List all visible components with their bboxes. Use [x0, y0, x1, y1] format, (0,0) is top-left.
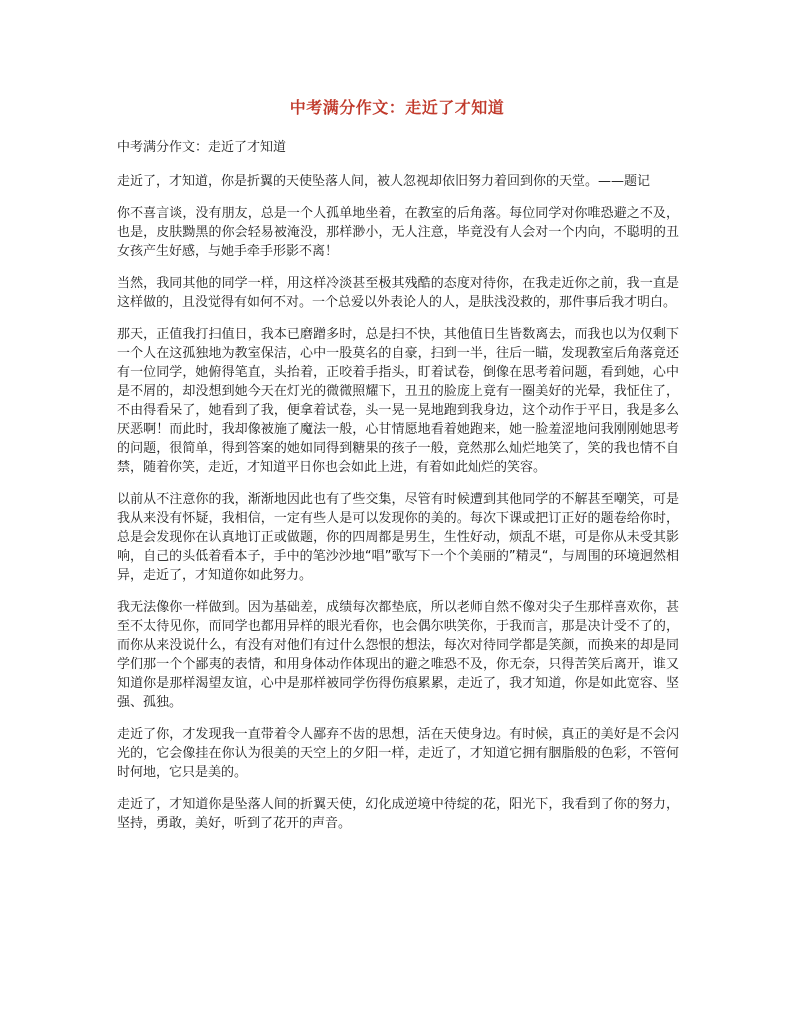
paragraph: 走近了你，才发现我一直带着令人鄙弃不齿的思想，活在天使身边。有时候，真正的美好是不会闪光的，它会像挂在你认为很美的天空上的夕阳一样，走近了，才知道它拥有胭脂般的色彩，不管何时何地，它只是美的。	[117, 727, 679, 780]
paragraph-conclusion: 走近了，才知道你是坠落人间的折翼天使，幻化成逆境中待绽的花，阳光下，我看到了你的努力，坚持，勇敢，美好，听到了花开的声音。	[117, 797, 679, 831]
document-title: 中考满分作文：走近了才知道	[289, 98, 505, 117]
document-subtitle: 中考满分作文：走近了才知道	[117, 140, 287, 155]
paragraph-epigraph: 走近了，才知道，你是折翼的天使坠落人间，被人忽视却依旧努力着回到你的天堂。——题记	[117, 174, 651, 189]
document-body	[117, 138, 679, 846]
paragraph: 我无法像你一样做到。因为基础差，成绩每次都垫底，所以老师自然不像对尖子生那样喜欢你，甚至不太待见你，而同学也都用异样的眼光看你，也会偶尔哄笑你，于我而言，那是决计受不了的，而你从来没说什么，有没有对他们有过什么怨恨的想法，每次对待同学都是笑颜，而换来的却是同学们那一个个鄙夷的表情，和用身体动作体现出的避之唯恐不及，你无奈，只得苦笑后离开，谁又知道你是那样渴望友谊，心中是那样被同学伤得伤痕累累，走近了，我才知道，你是如此宽容、坚强、孤独。	[117, 600, 679, 710]
paragraph: 当然，我同其他的同学一样，用这样冷淡甚至极其残酷的态度对待你，在我走近你之前，我一直是这样做的，且没觉得有如何不对。一个总爱以外表论人的人，是肤浅没救的，那件事后我才明白。	[117, 276, 679, 310]
paragraph: 以前从不注意你的我，渐渐地因此也有了些交集，尽管有时候遭到其他同学的不解甚至嘲笑，可是我从来没有怀疑，我相信，一定有些人是可以发现你的美的。每次下课或把订正好的题卷给你时，总是会发现你在认真地订正或做题，你的四周都是男生，生性好动，烦乱不堪，可是你从未受其影响，自己的头低着看本子，手中的笔沙沙地“唱”歌写下一个个美丽的”精灵“，与周围的环境迥然相异，走近了，才知道你如此努力。	[117, 492, 679, 583]
paragraph: 那天，正值我打扫值日，我本已磨蹭多时，总是扫不快，其他值日生皆数离去，而我也以为仅剩下一个人在这孤独地为教室保洁，心中一股莫名的自豪，扫到一半，往后一瞄，发现教室后角落竟还有一位同学，她俯得笔直，头抬着，正咬着手指头，盯着试卷，倒像在思考着问题，看到她，心中是不屑的，却没想到她今天在灯光的微微照耀下，丑丑的脸庞上竟有一圈美好的光晕，我怔住了，不由得看呆了，她看到了我，便拿着试卷，头一晃一晃地跑到我身边，这个动作于平日，我是多么厌恶啊！而此时，我却像被施了魔法一般，心甘情愿地看着她跑来，她一脸羞涩地问我刚刚她思考的问题，很简单，得到答案的她如同得到糖果的孩子一般，竟然那么灿烂地笑了，笑的我也情不自禁，随着你笑，走近，才知道平日你也会如此上进，有着如此灿烂的笑容。	[117, 327, 679, 475]
paragraph: 你不喜言谈，没有朋友，总是一个人孤单地坐着，在教室的后角落。每位同学对你唯恐避之不及，也是，皮肤黝黑的你会轻易被淹没，那样渺小，无人注意，毕竟没有人会对一个内向，不聪明的丑女孩产生好感，与她手牵手形影不离！	[117, 206, 679, 259]
